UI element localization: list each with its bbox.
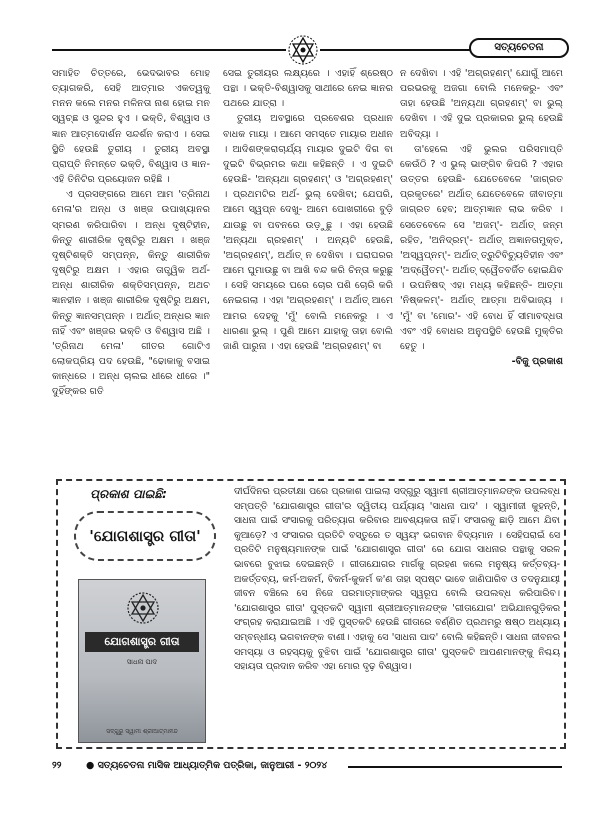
section-tag: ସତ୍ୟଚେତନା (469, 38, 569, 58)
article-column-3 (400, 66, 563, 369)
article-paragraph: ସେଇ ତୁରୀୟର ଲକ୍ଷ୍ୟରେ । ଏହାହିଁ ଶ୍ରେଷ୍ଠ ପନ୍ଥା । ଭକ୍ତି-ବିଶ୍ୱାସକୁ ସାଥୀରେ ନେଇ ଜ୍ଞାନର ପଥରେ ଯାତ୍ରା । (223, 68, 393, 110)
book-emblem-icon (125, 590, 161, 626)
footer-text: ● ସତ୍ୟଚେତନା ମାସିକ ଆଧ୍ୟାତ୍ମିକ ପତ୍ରିକା, ଜାନୁଆରୀ - ୨୦୨୪ (86, 760, 328, 771)
page-number: ୨୨ (52, 760, 62, 771)
book-promo-left (60, 483, 206, 745)
book-cover-author: ସଦ୍‌ଗୁରୁ ସ୍ୱାମୀ ଶ୍ରୀଆତ୍ମାନନ୍ଦ (106, 728, 178, 735)
footer-rule (348, 766, 562, 768)
author-signature: -ବିଜୁ ପ୍ରକାଶ (511, 355, 563, 367)
page-footer (52, 759, 564, 773)
book-cover-title: ଯୋଗଶାସ୍ତ୍ର ଗୀତା (85, 632, 199, 652)
promo-heading: ପ୍ରକାଶ ପାଇଛି: (90, 487, 167, 501)
promo-book-title: 'ଯୋଗଶାସ୍ତ୍ର ଗୀତା' (74, 511, 216, 561)
book-cover (78, 579, 206, 743)
article-column-1 (52, 66, 210, 399)
article-paragraph: ସମାହିତ ଚିତ୍ତରେ, ଭେଦଭାବର ମୋହ ତ୍ୟାଗକରି, ସେହି ଆତ୍ମାର ଏକତ୍ୱକୁ ମନନ କଲେ ମନର ମଳିନତା ନାଶ ହୋଇ ମନ ସ୍ୱଚ୍ଛ ଓ ସୁନ୍ଦର ହୁଏ । ଭକ୍ତି, ବିଶ୍ୱାସ ଓ ଜ୍ଞାନ ଆତ୍ମଦୋର୍ଶନ ସନ୍ଦର୍ଶନ କରାଏ । ସେଇ ସ୍ଥିତି ହେଉଛି ତୁରୀୟ । ତୁରୀୟ ଅବସ୍ଥା ପ୍ରାପ୍ତି ନିମନ୍ତେ ଭକ୍ତି, ବିଶ୍ୱାସ ଓ ଜ୍ଞାନ- ଏହି ତିନିଟିର ପ୍ରୟୋଜନ ରହିଛି । (52, 68, 210, 186)
book-announcement-box (56, 479, 566, 749)
article-paragraph: ତୁରୀୟ ଅବସ୍ଥାରେ ପ୍ରବେଶର ପ୍ରଧାନ ବାଧକ ମାୟା । ଆମେ ସମସ୍ତେ ମାୟାର ଅଧୀନ । ଆଦିଶଙ୍କରାଚାର୍ଯ୍ୟ ମାୟାର ଦୁଇଟି ଦିଗ ବା ଦୁଇଟି ବିଭ୍ରମର କଥା କହିଛନ୍ତି । ଏ ଦୁଇଟି ହେଉଛି- 'ଅନ୍ୟଥା ଗ୍ରହଣମ୍' ଓ 'ଅଗ୍ରହଣମ୍' । ପ୍ରଥମଟିର ଅର୍ଥ- ଭୁଲ୍ ଦେଖିବା; ଯେପରି, ଆମେ ସ୍ୱପ୍ନ ଦେଖୁ- ଆମେ ପୋଖରୀରେ ବୁଡ଼ି ଯାଉଛୁ ବା ପବନରେ ଉଡ଼ୁଛୁ । ଏହା ହେଉଛି 'ଅନ୍ୟଥା ଗ୍ରହଣମ୍' । ଅନ୍ୟଟି ହେଉଛି, 'ଅଗ୍ରହଣମ୍', ଅର୍ଥାତ୍ ନ ଦେଖିବା । ଘରାଘରର ଆମେ ଘୁମାଉଛୁ ବା ଆଖି ବନ୍ଦ କରି ଚିନ୍ତା କରୁଛୁ । ସେହି ସମୟରେ ଘରେ ଚୋର ପଶି ଚୋରି କରି ନେଇଗଲା । ଏହା 'ଅଗ୍ରହଣମ୍' । ଅର୍ଥାତ୍ ଆମେ ଆମର ଦେହକୁ 'ମୁଁ' ବୋଲି ମନେକରୁ । ଏ ଧାରଣା ଭୁଲ୍ । ପୁଣି ଆମେ ଯାହାକୁ ତାହା ବୋଲି ଜାଣି ପାରୁନା । ଏହା ହେଉଛି 'ଅଗ୍ରହଣମ୍' ବା (223, 113, 393, 352)
star-om-emblem-icon (286, 34, 320, 66)
promo-description: ଦୀର୍ଘଦିନର ପ୍ରତୀକ୍ଷା ପରେ ପ୍ରକାଶ ପାଇଲା ସଦ୍‌ଗୁରୁ ସ୍ୱାମୀ ଶ୍ରୀଆତ୍ମାନନ୍ଦଙ୍କ ଉପଲବ୍ଧ ସମ୍ପତ୍ତି 'ଯୋଗଶାସ୍ତ୍ର ଗୀତା'ର ଦ୍ୱିତୀୟ ପର୍ଯ୍ୟାୟ 'ସାଧନା ପାଦ' । ସ୍ୱାମୀଜୀ କୁହନ୍ତି, ସାଧନା ପାଇଁ ସଂସାରକୁ ପରିତ୍ୟାଗ କରିବାର ଆବଶ୍ୟକତା ନାହିଁ। ସଂସାରକୁ ଛାଡ଼ି ଆମେ ଯିବା କୁଆଡ଼େ? ଏ ସଂସାରର ପ୍ରତିଟି ବସ୍ତୁରେ ତ ସ୍ୱୟଂ ଭଗବାନ ବିଦ୍ୟମାନ । ସେହିପରାଇଁ ସେ ପ୍ରତିଟି ମନୁଷ୍ୟମାନଙ୍କ ପାଇଁ 'ଯୋଗଶାସ୍ତ୍ର ଗୀତା' ରେ ଯୋଗ ସାଧନାର ପନ୍ଥାକୁ ସରଳ ଭାବରେ ବୁଝାଇ ଦେଇଛନ୍ତି । ଗୀତାଯୋଗର ମାର୍ଗକୁ ଗ୍ରହଣ କଲେ ମନୁଷ୍ୟ କର୍ତ୍ତବ୍ୟ-ଅକର୍ତ୍ତବ୍ୟ, କର୍ମ-ଅକର୍ମ, ବିକର୍ମ-କୁକର୍ମ କ'ଣ ତାହା ସ୍ପଷ୍ଟ ଭାବେ ଜାଣିପାରିବ ଓ ତଦନୁଯାୟୀ ଜୀବନ ବଞ୍ଚିଲେ ସେ ନିଜେ ପରମାତ୍ମାଙ୍କର ସ୍ୱରୂପ ବୋଲି ଉପଲବ୍ଧ କରିପାରିବ। 'ଯୋଗଶାସ୍ତ୍ର ଗୀତା' ପୁସ୍ତକଟି ସ୍ୱାମୀ ଶ୍ରୀଆତ୍ମାନନ୍ଦଙ୍କ 'ଗୀତାଯୋଗ' ଅଭିଯାନଗୁଡ଼ିକର ସଂଗ୍ରହ କରାଯାଇଅଛି । ଏହି ପୁସ୍ତକଟି ହେଉଛି ଗୀତାରେ ବର୍ଣ୍ଣିତ ପ୍ରଥମରୁ ଷଷ୍ଠ ଅଧ୍ୟାୟ ସମ୍ବନ୍ଧୀୟ ଭଗବାନଙ୍କ ବାଣୀ। ଏହାକୁ ସେ 'ସାଧନା ପାଦ' ବୋଲି କହିଛନ୍ତି। ସାଧନା ଜୀବନର ସମସ୍ୟା ଓ ରହସ୍ୟକୁ ବୁଝିବା ପାଇଁ 'ଯୋଗଶାସ୍ତ୍ର ଗୀତା' ପୁସ୍ତକଟି ଆପଣମାନଙ୍କୁ ନିଶ୍ଚୟ ସହାୟତା ପ୍ରଦାନ କରିବ ଏହା ମୋର ଦୃଢ଼ ବିଶ୍ୱାସ। (234, 486, 560, 673)
article-paragraph: ଏ ପ୍ରସଙ୍ଗରେ ଆମେ ଆମ 'ତ୍ରିନାଥ ମେଳା'ର ଅନ୍ଧ ଓ ଖଞ୍ଜ ଉପାଖ୍ୟାନର ସ୍ମରଣ କରିପାରିବା । ଅନ୍ଧ ଦୃଷ୍ଟିହୀନ, କିନ୍ତୁ ଶାରୀରିକ ଦୃଷ୍ଟିରୁ ଅକ୍ଷମ । ଖଞ୍ଜ ଦୃଷ୍ଟିଶକ୍ତି ସମ୍ପନ୍ନ, କିନ୍ତୁ ଶାରୀରିକ ଦୃଷ୍ଟିରୁ ଅକ୍ଷମ । ଏହାର ତାତ୍ତ୍ୱିକ ଅର୍ଥ- ଅନ୍ଧ ଶାରୀରିକ ଶକ୍ତିସମ୍ପନ୍ନ, ଅଥଚ ଜ୍ଞାନହୀନ । ଖଞ୍ଜ ଶାରୀରିକ ଦୃଷ୍ଟିରୁ ଅକ୍ଷମ, କିନ୍ତୁ ଜ୍ଞାନସମ୍ପନ୍ନ । ଅର୍ଥାତ୍ ଅନ୍ଧର ଜ୍ଞାନ ନାହିଁ ଏବଂ ଖଞ୍ଜର ଭକ୍ତି ଓ ବିଶ୍ୱାସ ଅଛି । 'ତ୍ରିନାଥ ମେଳା' ଗୀତର ଗୋଟିଏ ଲୋକପ୍ରିୟ ପଦ ହେଉଛି, "ଢୋକାକୁ ବସାଇ କାନ୍ଧରେ । ଅନ୍ଧ ଚାଲଇ ଧୀରେ ଧୀରେ ।" ଦୁହିଁଙ୍କର ଗତି (52, 189, 210, 398)
article-paragraph: ତା'ହେଲେ ଏହି ଭୁଲର ପରିସମାପ୍ତି କେଉଁଠି ? ଏ ଭୁଲ୍ ଭାଙ୍ଗିବ କିପରି ? ଏହାର ଉତ୍ତର ହେଉଛି- ଯେତେବେଳେ 'ଜାଗ୍ରତ ପ୍ରକୃତରେ' ଅର୍ଥାତ୍ ଯେତେବେଳେ ଜୀବାତ୍ମା ଜାଗ୍ରତ ହେବ; ଆତ୍ମଜ୍ଞାନ ଲାଭ କରିବ । ସେତେବେଳେ ସେ 'ଅଜମ୍'- ଅର୍ଥାତ୍ ଜନ୍ମ ରହିତ, 'ଅନିଦ୍ରମ୍'- ଅର୍ଥାତ୍ ଅଜ୍ଞାନତାମୁକ୍ତ, 'ଅସ୍ୱପ୍ନମ୍'- ଅର୍ଥାତ୍ ତ୍ରୁଟିବିଚ୍ୟୁତିହୀନ ଏବଂ 'ଅଦ୍ୱୈତମ୍'- ଅର୍ଥାତ୍ ଦ୍ୱୈତବର୍ଜିତ ହୋଇଯିବ । ଉପନିଷଦ୍ ଏହା ମଧ୍ୟ କହିଛନ୍ତି- ଆତ୍ମା 'ନିଷ୍କଳମ୍'- ଅର୍ଥାତ୍ ଆତ୍ମା ଅବିଭାଜ୍ୟ । 'ମୁଁ' ବା 'ମୋର'- ଏହି ବୋଧ ହିଁ ସୀମାବଦ୍ଧତା ଏବଂ ଏହି ବୋଧର ଅନୁପସ୍ଥିତି ହେଉଛି ମୁକ୍ତିର ହେତୁ । (400, 143, 563, 352)
book-cover-subtitle: ସାଧନା ପାଦ (126, 658, 158, 666)
article-column-2 (223, 66, 393, 354)
article-paragraph: ନ ଦେଖିବା । ଏହି 'ଅଗ୍ରହଣମ୍' ଯୋଗୁଁ ଆମେ ପରଭରକୁ ଅଜଗା ବୋଲି ମନେକରୁ- ଏବଂ ତାହା ହେଉଛି 'ଅନ୍ୟଥା ଗ୍ରହଣମ୍' ବା ଭୁଲ୍ ଦେଖିବା । ଏହି ଦୁଇ ପ୍ରକାରର ଭୁଲ୍ ହେଉଛି ଅବିଦ୍ୟା । (400, 68, 563, 140)
